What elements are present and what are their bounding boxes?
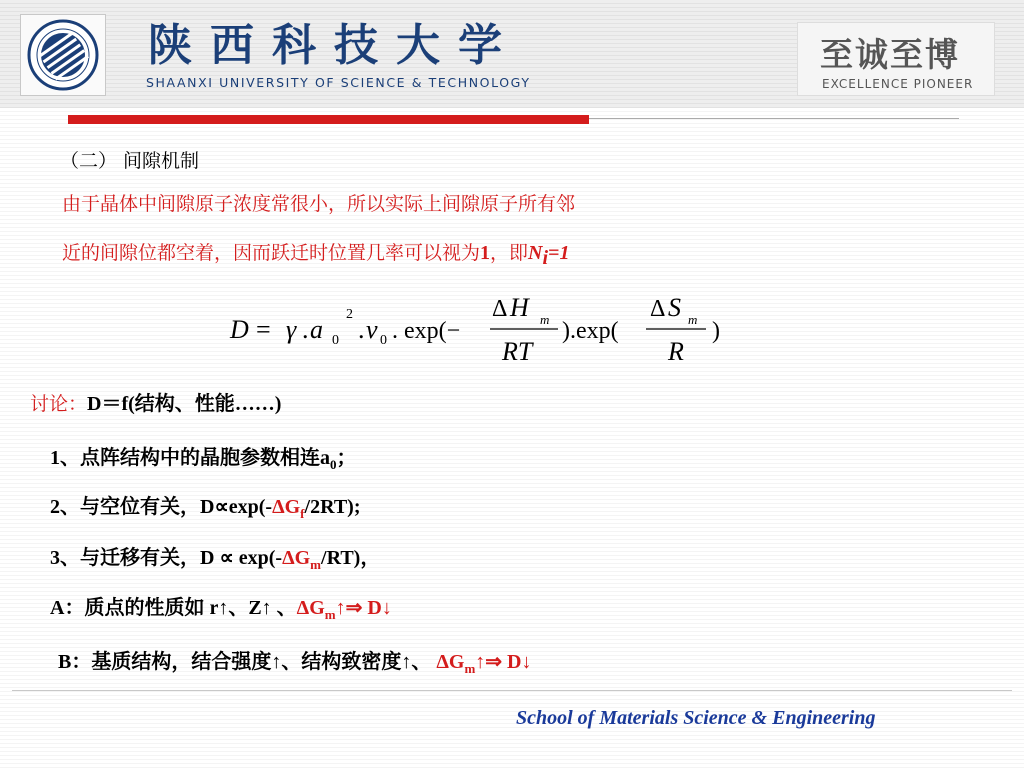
- formula-a: a: [310, 315, 323, 344]
- list-item-1-text: 1、点阵结构中的晶胞参数相连a: [50, 447, 330, 469]
- formula-close: ): [712, 318, 720, 344]
- list-item-3-subscript: m: [310, 557, 322, 572]
- discussion-body: D＝f(结构、性能……): [87, 393, 282, 415]
- list-item-a: [50, 591, 392, 623]
- list-item-2: [50, 490, 360, 522]
- list-item-b: [58, 645, 532, 677]
- diffusion-formula: [226, 284, 736, 374]
- list-item-1-subscript: 0: [330, 457, 337, 472]
- formula-num2-delta: Δ: [650, 296, 666, 322]
- university-name-cn: 陕西科技大学: [148, 20, 520, 71]
- motto-en: EXCELLENCE PIONEER: [822, 77, 974, 91]
- list-item-a-subscript: m: [324, 607, 336, 622]
- formula-mid: ).exp(: [562, 318, 619, 344]
- formula-a-subscript: 0: [332, 333, 339, 348]
- list-item-b-result: ↑⇒ D↓: [475, 651, 532, 673]
- list-item-1-end: ；: [336, 447, 357, 469]
- discussion-line: [30, 387, 281, 416]
- list-item-2-subscript: f: [300, 506, 305, 521]
- footer-divider: [12, 690, 1012, 691]
- intro-variable-subscript: i: [542, 246, 549, 269]
- intro-separator: ，即: [490, 242, 529, 264]
- list-item-3-text: 3、与迁移有关，D ∝ exp(-: [50, 547, 283, 569]
- formula-num1-subscript: m: [540, 312, 550, 327]
- motto-cn: 至诚至博: [820, 35, 960, 74]
- list-item-3: [50, 541, 380, 573]
- list-item-a-term: ΔG: [296, 597, 325, 619]
- intro-variable: N: [528, 242, 543, 264]
- formula-dot-2: .: [358, 315, 365, 344]
- formula-lhs: D: [230, 315, 249, 344]
- formula-num1-delta: Δ: [492, 296, 508, 322]
- list-item-b-term: ΔG: [436, 651, 465, 673]
- list-item-a-result: ↑⇒ D↓: [335, 597, 392, 619]
- formula-num2-subscript: m: [688, 312, 698, 327]
- list-item-2-end: /2RT);: [304, 496, 361, 518]
- discussion-label: 讨论：: [30, 393, 88, 415]
- list-item-3-term: ΔG: [282, 547, 311, 569]
- university-logo: [20, 14, 106, 96]
- formula-num2-var: S: [668, 293, 681, 322]
- formula-den2: R: [668, 337, 684, 366]
- list-item-2-term: ΔG: [272, 496, 301, 518]
- formula-exp-open: . exp(−: [392, 318, 461, 344]
- list-item-3-end: /RT)，: [321, 547, 381, 569]
- header-banner: [0, 0, 1024, 108]
- list-item-1: [50, 441, 357, 473]
- list-item-b-subscript: m: [464, 661, 476, 676]
- intro-line-2-text: 近的间隙位都空着，因而跃迁时位置几率可以视为: [62, 242, 481, 264]
- intro-line-1: 由于晶体中间隙原子浓度常很小，所以实际上间隙原子所有邻: [62, 193, 576, 215]
- footer-school-name: School of Materials Science & Engineering: [516, 707, 876, 729]
- formula-gamma: γ: [286, 315, 297, 344]
- formula-nu-subscript: 0: [380, 333, 387, 348]
- formula-a-superscript: 2: [346, 307, 353, 322]
- section-title: （二） 间隙机制: [60, 150, 200, 172]
- university-name-en: SHAANXI UNIVERSITY OF SCIENCE & TECHNOLOGY: [146, 75, 531, 90]
- list-item-b-text: B：基质结构，结合强度↑、结构致密度↑、: [58, 651, 437, 673]
- intro-line-2: [62, 238, 569, 270]
- intro-equality: =1: [548, 242, 570, 264]
- list-item-2-text: 2、与空位有关，D∝exp(-: [50, 496, 273, 518]
- formula-dot-1: .: [302, 315, 309, 344]
- formula-nu: v: [366, 315, 378, 344]
- divider-line: [589, 118, 959, 119]
- motto-logo: [797, 22, 995, 96]
- formula-equals: =: [256, 315, 271, 344]
- formula-den1: RT: [502, 337, 533, 366]
- list-item-a-text: A：质点的性质如 r↑、Z↑ 、: [50, 597, 297, 619]
- formula-num1-var: H: [510, 293, 529, 322]
- intro-number: 1: [480, 242, 491, 264]
- accent-bar: [68, 115, 589, 124]
